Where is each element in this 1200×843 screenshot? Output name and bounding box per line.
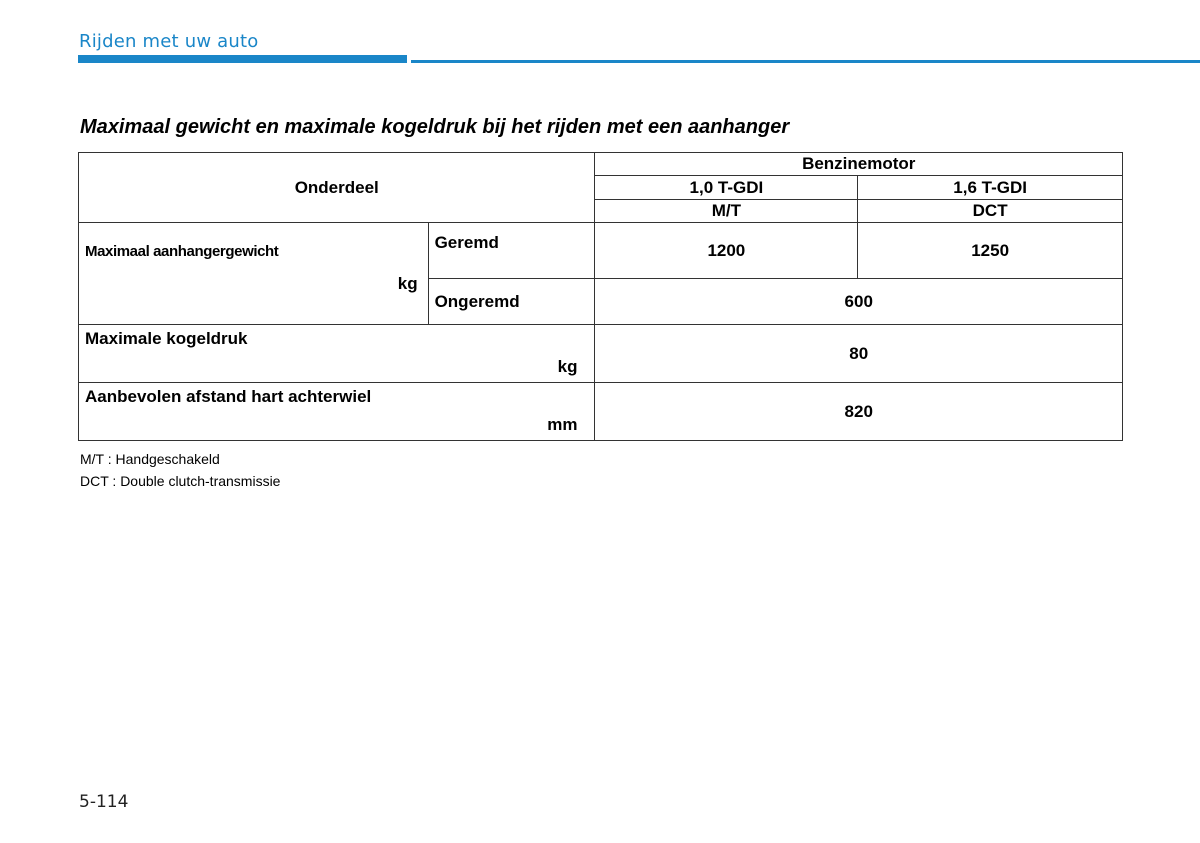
braked-value-engine-1: [595, 223, 858, 279]
header-component-label: Onderdeel: [294, 177, 379, 197]
engine-1-label: 1,0 T-GDI: [689, 177, 764, 197]
page-number: 5-114: [79, 792, 129, 812]
header-cell-component: [79, 153, 595, 223]
table-row: [79, 325, 1123, 383]
table-row: [79, 223, 1123, 279]
header-cell-transmission-2: [858, 200, 1123, 223]
header-rule: [411, 60, 1200, 63]
unbraked-value: 600: [844, 291, 873, 311]
footnote-dct: DCT : Double clutch-transmissie: [80, 473, 281, 489]
ball-load-value-cell: [595, 325, 1123, 383]
distance-unit: mm: [547, 415, 578, 434]
braked-label-cell: [428, 223, 595, 279]
braked-value-2: 1250: [971, 240, 1010, 260]
braked-label: Geremd: [434, 233, 499, 252]
transmission-2-label: DCT: [972, 201, 1008, 220]
ball-load-label: Maximale kogeldruk: [85, 329, 248, 348]
trailer-weight-label-cell: [79, 223, 429, 325]
page-section-header: Rijden met uw auto: [79, 31, 259, 52]
unbraked-label: Ongeremd: [434, 291, 520, 311]
header-cell-transmission-1: [595, 200, 858, 223]
header-cell-engine-group: [595, 153, 1123, 176]
distance-label-cell: [79, 383, 595, 441]
distance-value: 820: [844, 401, 873, 421]
braked-value-engine-2: [858, 223, 1123, 279]
ball-load-label-cell: [79, 325, 595, 383]
transmission-1-label: M/T: [711, 201, 741, 220]
trailer-weight-unit: kg: [397, 274, 418, 293]
unbraked-value-cell: [595, 279, 1123, 325]
table-row: [79, 383, 1123, 441]
ball-load-value: 80: [849, 343, 869, 363]
footnotes: [80, 448, 280, 492]
trailer-weight-label: Maximaal aanhangergewicht: [85, 243, 279, 260]
trailer-spec-table: [78, 152, 1123, 441]
ball-load-unit: kg: [557, 357, 578, 376]
unbraked-label-cell: [428, 279, 595, 325]
header-cell-engine-1: [595, 176, 858, 200]
table-header-row: [79, 153, 1123, 176]
header-engine-group-label: Benzinemotor: [802, 154, 916, 173]
footnote-mt: M/T : Handgeschakeld: [80, 451, 220, 467]
distance-value-cell: [595, 383, 1123, 441]
section-title: Maximaal gewicht en maximale kogeldruk bij het rijden met een aanhanger: [80, 116, 790, 138]
engine-2-label: 1,6 T-GDI: [953, 177, 1027, 197]
braked-value-1: 1200: [707, 240, 746, 260]
distance-label: Aanbevolen afstand hart achterwiel: [85, 387, 372, 406]
header-accent-bar: [78, 55, 407, 63]
header-cell-engine-2: [858, 176, 1123, 200]
